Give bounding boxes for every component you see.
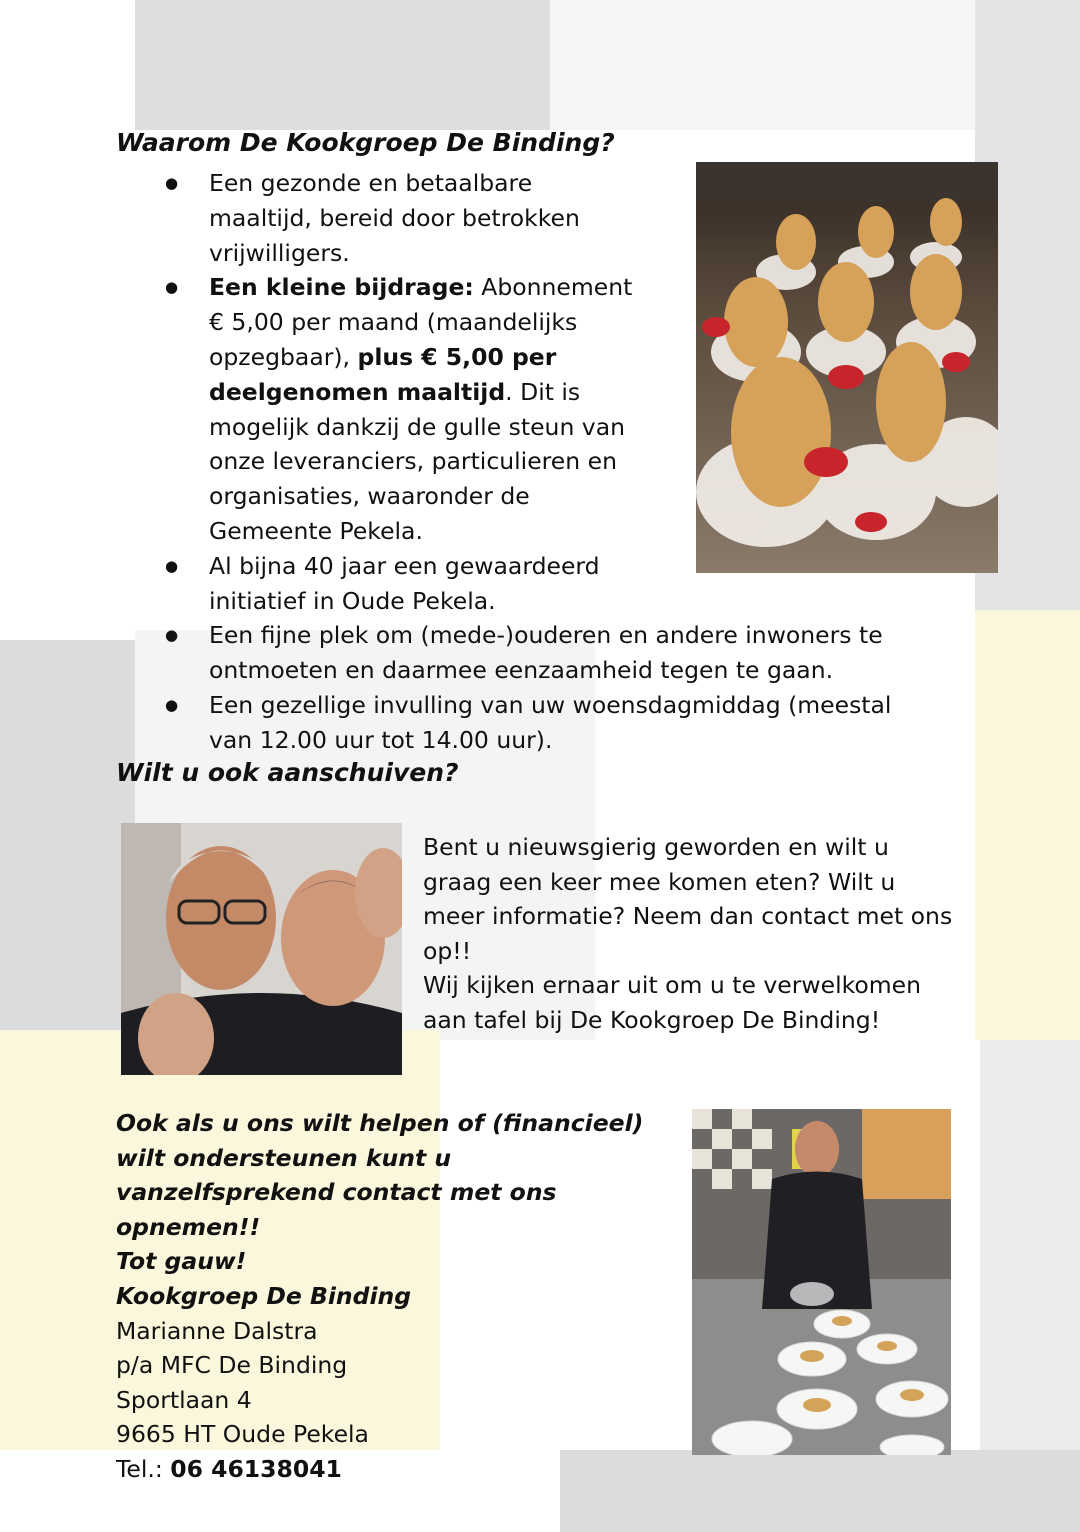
phone-number: 06 46138041	[170, 1454, 342, 1483]
street-address: Sportlaan 4	[116, 1385, 252, 1414]
bullet-text: Een gezellige invulling van uw woensdagmiddag (meestal van 12.00 uur tot 14.00 uur).	[209, 690, 892, 754]
invite-paragraph: Bent u nieuwsgierig geworden en wilt u graag een keer mee komen eten? Wilt u meer informatie? Neem dan contact met ons op!!	[423, 833, 953, 965]
support-appeal: Ook als u ons wilt helpen of (financieel) wilt ondersteunen kunt u vanzelfsprekend contact met ons opnemen!!	[116, 1109, 644, 1241]
bullet-text: . Dit is mogelijk dankzij de gulle steun van onze leveranciers, particulieren en organisaties, waaronder de Gemeente Pekela.	[209, 377, 626, 545]
phone-label: Tel.:	[116, 1454, 171, 1483]
bullet-text: Een gezonde en betaalbare maaltijd, bereid door betrokken vrijwilligers.	[209, 169, 580, 267]
bullet-text: Al bijna 40 jaar een gewaardeerd initiatief in Oude Pekela.	[209, 551, 600, 615]
bullet-bold: plus € 5,00 per deelgenomen maaltijd	[209, 342, 557, 406]
heading-why: Waarom De Kookgroep De Binding?	[116, 128, 615, 157]
postal-city: 9665 HT Oude Pekela	[116, 1420, 369, 1449]
greeting: Tot gauw!	[116, 1247, 247, 1276]
list-item	[160, 270, 639, 548]
phone-line	[116, 1452, 676, 1487]
list-item	[160, 166, 639, 270]
care-of-line: p/a MFC De Binding	[116, 1351, 348, 1380]
organization-name: Kookgroep De Binding	[116, 1281, 412, 1310]
contact-block	[116, 1106, 676, 1487]
contact-name: Marianne Dalstra	[116, 1316, 318, 1345]
bullet-text: Een fijne plek om (mede-)ouderen en andere inwoners te ontmoeten en daarmee eenzaamheid tegen te gaan.	[209, 621, 883, 685]
chefs-photo	[121, 823, 402, 1075]
bullet-text: Abonnement € 5,00 per maand (maandelijks opzegbaar),	[209, 273, 633, 371]
kitchen-photo	[692, 1109, 951, 1455]
list-item	[160, 688, 919, 758]
heading-join: Wilt u ook aanschuiven?	[116, 758, 459, 787]
welcome-paragraph: Wij kijken ernaar uit om u te verwelkomen aan tafel bij De Kookgroep De Binding!	[423, 971, 922, 1034]
bullet-bold: Een kleine bijdrage:	[209, 273, 474, 302]
list-item	[160, 549, 639, 619]
list-item	[160, 618, 919, 688]
dessert-photo	[696, 162, 998, 573]
